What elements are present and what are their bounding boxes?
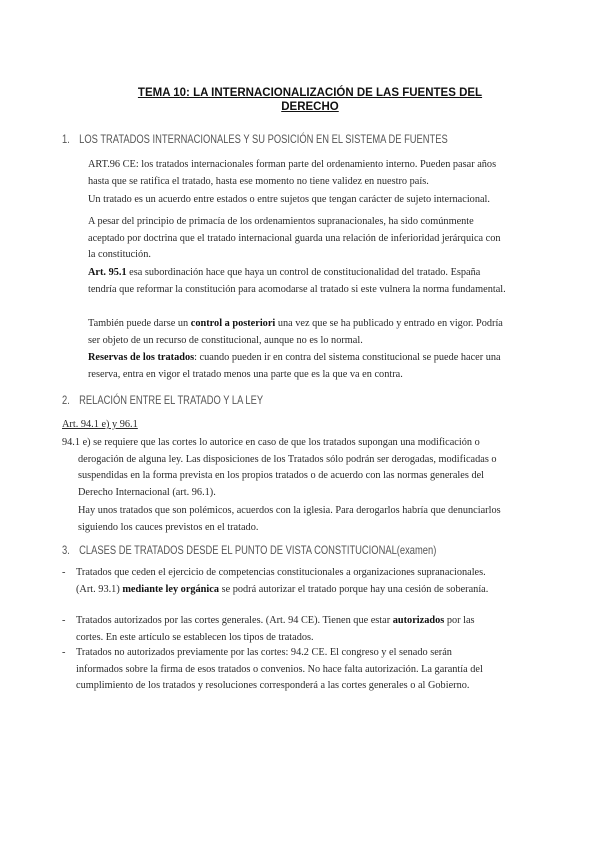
- section-note: (examen): [396, 543, 437, 557]
- emphasis: Reservas de los tratados: [88, 352, 195, 363]
- section-title: RELACIÓN ENTRE EL TRATADO Y LA LEY: [79, 393, 264, 407]
- list-item: [62, 613, 492, 646]
- emphasis: autorizados: [392, 615, 445, 626]
- section-2-heading: [62, 393, 263, 407]
- article-reference: Art. 94.1 e) y 96.1: [62, 419, 138, 430]
- list-item-text: [62, 565, 492, 598]
- bullet-dash: -: [62, 615, 66, 626]
- paragraph: ART.96 CE: los tratados internacionales forman parte del ordenamiento interno. Pueden pasar años hasta que se ratifica el tratado, hasta ese momento no tiene validez en nuestro país.: [88, 159, 497, 187]
- page-title: TEMA 10: LA INTERNACIONALIZACIÓN DE LAS FUENTES DEL DERECHO: [137, 87, 483, 113]
- paragraph-text: : cuando pueden ir en contra del sistema constitucional se puede hacer una reserva, entra en vigor el tratado menos una parte que es la que va en contra.: [88, 352, 501, 380]
- bullet-dash: -: [62, 647, 66, 658]
- paragraph-text: 94.1 e) se requiere que las cortes lo autorice en caso de que los tratados supongan una modificación o derogación de alguna ley. Las disposiciones de los Tratados sólo podrán ser derogadas, modificadas o suspendidas en la forma prevista en los propios tratados o de acuerdo con las normas generales del Derecho Internacional (art. 96.1).: [62, 437, 497, 498]
- section-title: CLASES DE TRATADOS DESDE EL PUNTO DE VISTA CONSTITUCIONAL: [79, 543, 397, 557]
- paragraph: Hay unos tratados que son polémicos, acuerdos con la iglesia. Para derogarlos habría que denunciarlos siguiendo los cauces previstos en el tratado.: [78, 505, 501, 533]
- list-item-text: Tratados no autorizados previamente por las cortes: 94.2 CE. El congreso y el senado serán informados sobre la firma de esos tratados o convenios. No hace falta autorización. La garantía del cumplimiento de los tratados y resoluciones corresponderá a las cortes generales o al Gobierno.: [76, 647, 483, 691]
- paragraph: [62, 435, 522, 501]
- emphasis: control a posteriori: [190, 318, 276, 329]
- paragraph-text: una vez que se ha publicado y entrado en vigor. Podría ser objeto de un recurso de constitucional, aunque no es lo normal.: [88, 318, 503, 346]
- section-1-heading: [62, 132, 448, 146]
- list-text: se podrá autorizar el tratado porque hay una cesión de soberanía.: [219, 583, 489, 595]
- article-reference: Art. 95.1: [88, 267, 127, 278]
- paragraph: [88, 316, 510, 349]
- list-text: por las cortes. En este artículo se establecen los tipos de tratados.: [76, 615, 475, 643]
- paragraph: [88, 350, 508, 383]
- section-number: 3.: [62, 543, 70, 557]
- list-text: Tratados que ceden el ejercicio de competencias constitucionales a organizaciones supranacionales. (Art. 93.1): [76, 567, 486, 595]
- paragraph: A pesar del principio de primacía de los ordenamientos supranacionales, ha sido comúnmente aceptado por doctrina que el tratado internacional guarda una relación de inferioridad jerárquica con la constitución.: [88, 216, 501, 260]
- paragraph-text: esa subordinación hace que haya un control de constitucionalidad del tratado. España tendría que reformar la constitución para acomodarse al tratado si este vulnera la norma fundamental.: [88, 267, 506, 295]
- section-3-heading: [62, 543, 436, 557]
- bullet-dash: -: [62, 567, 66, 578]
- paragraph: Un tratado es un acuerdo entre estados o entre sujetos que tengan carácter de sujeto internacional.: [88, 194, 490, 205]
- paragraph: [88, 265, 508, 298]
- section-number: 2.: [62, 393, 70, 407]
- list-text: Tratados autorizados por las cortes generales. (Art. 94 CE). Tienen que estar: [76, 615, 393, 626]
- list-item: [62, 565, 492, 598]
- list-item: [62, 645, 492, 695]
- section-title: LOS TRATADOS INTERNACIONALES Y SU POSICIÓN EN EL SISTEMA DE FUENTES: [79, 132, 448, 146]
- list-item-text: [62, 613, 492, 646]
- section-number: 1.: [62, 132, 70, 146]
- paragraph-text: También puede darse un: [88, 318, 191, 329]
- emphasis: mediante ley orgánica: [122, 583, 219, 595]
